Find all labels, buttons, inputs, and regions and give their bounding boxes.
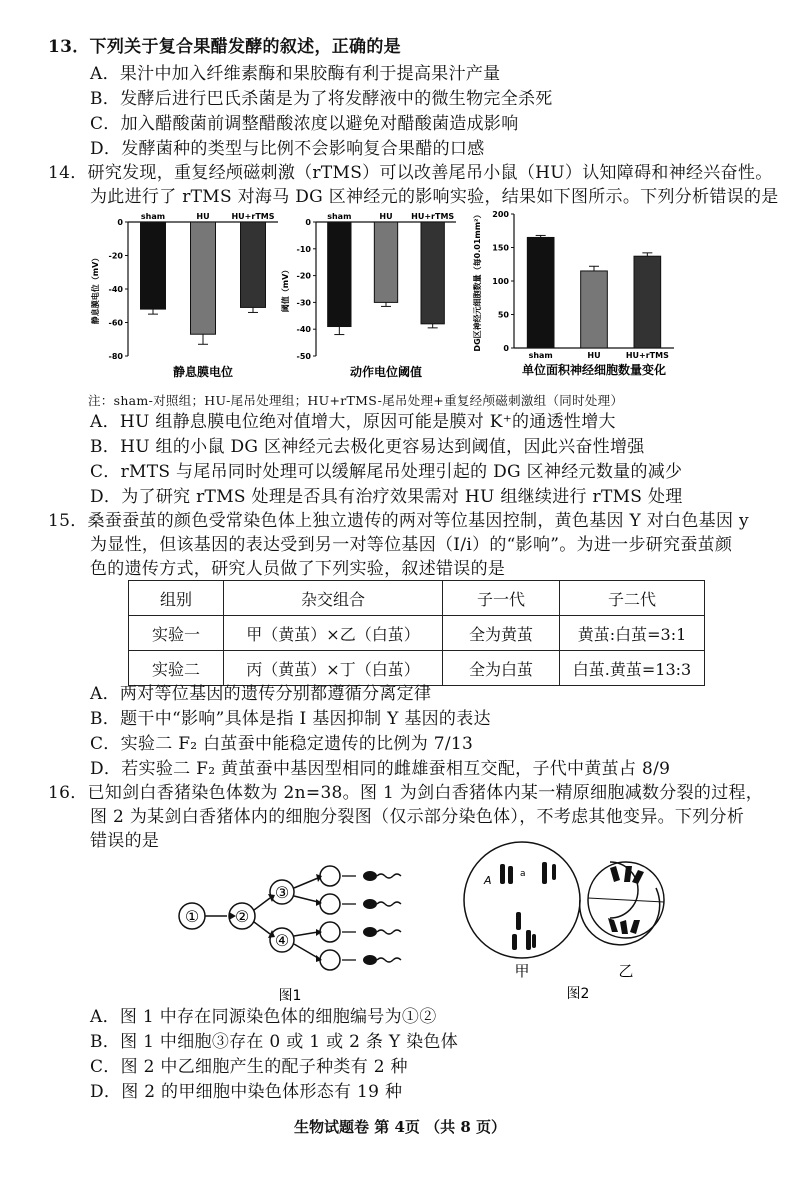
figure-1-caption: 图1: [278, 988, 302, 1004]
q15-option-c: C．实验二 F₂ 白茧蚕中能稳定遗传的比例为 7/13: [90, 734, 474, 754]
table-row: [129, 651, 705, 686]
spermatid: [320, 922, 340, 942]
cell-label: ①: [184, 907, 200, 926]
y-tick-label: -40: [108, 285, 123, 294]
arrow: [294, 932, 318, 936]
y-tick-label: -50: [296, 352, 311, 361]
q15-stem-line-3: 色的遗传方式，研究人员做了下列实验，叙述错误的是: [90, 559, 506, 579]
arrow: [294, 896, 318, 902]
y-tick-label: 0: [305, 218, 311, 227]
table-cell: 全为黄茧: [443, 616, 560, 651]
q14-option-b: B．HU 组的小鼠 DG 区神经元去极化更容易达到阈值，因此兴奋性增强: [90, 437, 645, 457]
q15-option-d: D．若实验二 F₂ 黄茧蚕中基因型相同的雌雄蚕相互交配，子代中黄茧占 8/9: [90, 759, 671, 779]
y-tick-label: 0: [503, 344, 509, 353]
table-header: 子一代: [443, 581, 560, 616]
q13-option-d: D．发酵菌种的类型与比例不会影响复合果醋的口感: [90, 139, 485, 159]
y-axis-label: 阈值（mV）: [281, 265, 290, 313]
chromosome: [632, 870, 644, 884]
table-row: [129, 616, 705, 651]
category-label: HU: [379, 212, 393, 221]
chromosome: [532, 934, 536, 948]
sperm: [363, 955, 377, 965]
y-tick-label: -80: [108, 352, 123, 361]
chromosome: [508, 866, 513, 884]
cell-label: ②: [234, 907, 250, 926]
table-header: 组别: [129, 581, 224, 616]
category-label: HU+rTMS: [231, 212, 275, 221]
bar: [191, 222, 216, 334]
arrow: [294, 944, 318, 958]
table-cell: 丙（黄茧）×丁（白茧）: [224, 651, 443, 686]
chromosome: [516, 912, 521, 930]
q14-stem-line-1: 14．研究发现，重复经颅磁刺激（rTMS）可以改善尾吊小鼠（HU）认知障碍和神经兴奋性。: [48, 163, 773, 183]
chart-title: 动作电位阈值: [349, 365, 423, 379]
bar: [581, 271, 608, 348]
table-header-row: [129, 581, 705, 616]
cell-label-jia: 甲: [514, 962, 530, 980]
table-cell: 黄茧:白茧=3:1: [560, 616, 705, 651]
y-tick-label: -20: [108, 251, 123, 261]
y-tick-label: -60: [108, 318, 123, 328]
cell-label: ③: [274, 883, 290, 902]
arrow: [254, 898, 270, 910]
y-tick-label: 50: [497, 310, 509, 320]
sperm-tail: [377, 874, 401, 878]
y-tick-label: -40: [296, 325, 311, 335]
chromosome: [610, 866, 620, 882]
bar: [421, 222, 444, 324]
q16-option-b: B．图 1 中细胞③存在 0 或 1 或 2 条 Y 染色体: [90, 1032, 459, 1052]
cell-jia: [464, 842, 580, 958]
threshold-chart: [278, 208, 478, 388]
chromosome: [512, 934, 517, 950]
category-label: HU+rTMS: [411, 212, 455, 221]
category-label: HU+rTMS: [625, 351, 669, 360]
chromosome: [624, 866, 632, 882]
y-tick-label: -30: [296, 298, 311, 308]
category-label: HU: [196, 212, 210, 221]
q13-stem: 13．下列关于复合果醋发酵的叙述，正确的是: [48, 37, 401, 57]
q16-option-a: A．图 1 中存在同源染色体的细胞编号为①②: [90, 1007, 437, 1027]
q14-note: 注：sham-对照组；HU-尾吊处理组；HU+rTMS-尾吊处理+重复经颅磁刺激组（同时处理）: [88, 393, 624, 408]
chromosome: [620, 920, 628, 934]
q14-stem-line-2: 为此进行了 rTMS 对海马 DG 区神经元的影响实验，结果如下图所示。下列分析错误的是: [90, 187, 779, 207]
y-tick-label: -20: [296, 271, 311, 281]
q14-option-a: A．HU 组静息膜电位绝对值增大，原因可能是膜对 K⁺的通透性增大: [90, 412, 616, 432]
category-label: sham: [327, 212, 352, 221]
sperm: [363, 927, 377, 937]
bar: [527, 237, 554, 348]
table-cell: 全为白茧: [443, 651, 560, 686]
spermatid: [320, 894, 340, 914]
category-label: HU: [587, 351, 601, 360]
q16-option-c: C．图 2 中乙细胞产生的配子种类有 2 种: [90, 1057, 408, 1077]
sperm-tail: [377, 930, 401, 934]
sperm: [363, 899, 377, 909]
y-tick-label: -10: [296, 244, 311, 254]
q15-option-a: A．两对等位基因的遗传分别都遵循分离定律: [90, 684, 432, 704]
y-tick-label: 0: [117, 218, 123, 227]
cell-yi: [580, 862, 660, 945]
y-tick-label: 100: [492, 277, 509, 286]
figure-1-meiosis-diagram: [170, 860, 430, 1010]
q16-stem-line-3: 错误的是: [90, 831, 160, 851]
table-cell: 白茧.黄茧=13:3: [560, 651, 705, 686]
table-header: 子二代: [560, 581, 705, 616]
chart-title: 静息膜电位: [172, 365, 234, 379]
category-label: sham: [140, 212, 166, 221]
chromosome: [500, 864, 505, 884]
table-cell: 实验一: [129, 616, 224, 651]
cell-label: ④: [274, 931, 290, 950]
gene-label-a: A: [484, 874, 492, 887]
figure-2-cell-division: [460, 840, 690, 1005]
q15-stem-line-1: 15．桑蚕蚕茧的颜色受常染色体上独立遗传的两对等位基因控制，黄色基因 Y 对白色基因 y: [48, 511, 749, 531]
chromosome: [526, 930, 531, 950]
bar: [374, 222, 397, 302]
arrow: [254, 922, 270, 934]
q16-option-d: D．图 2 的甲细胞中染色体形态有 19 种: [90, 1082, 403, 1102]
bar: [141, 222, 166, 309]
category-label: sham: [528, 351, 553, 360]
cell-label-yi: 乙: [618, 962, 634, 980]
spermatid: [320, 950, 340, 970]
sperm: [363, 871, 377, 881]
y-axis-label: 静息膜电位（mV）: [91, 253, 100, 325]
q14-option-c: C．rMTS 与尾吊同时处理可以缓解尾吊处理引起的 DG 区神经元数量的减少: [90, 462, 683, 482]
chromosome: [630, 920, 640, 934]
q13-option-b: B．发酵后进行巴氏杀菌是为了将发酵液中的微生物完全杀死: [90, 89, 553, 109]
page-footer: 生物试题卷 第 4页 （共 8 页）: [294, 1118, 506, 1136]
cross-table: [128, 580, 705, 686]
q16-stem-line-2: 图 2 为某剑白香猪体内的细胞分裂图（仅示部分染色体），不考虑其他变异。下列分析: [90, 807, 745, 827]
y-tick-label: 200: [492, 210, 509, 219]
sperm-tail: [377, 902, 401, 906]
q13-option-c: C．加入醋酸菌前调整醋酸浓度以避免对醋酸菌造成影响: [90, 114, 519, 134]
table-cell: 甲（黄茧）×乙（白茧）: [224, 616, 443, 651]
chromosome: [608, 918, 618, 932]
chart-title: 单位面积神经细胞数量变化: [521, 363, 667, 377]
table-cell: 实验二: [129, 651, 224, 686]
spermatid: [320, 866, 340, 886]
y-axis-label: DG区神经元细胞数量（每0.01mm²）: [473, 210, 482, 352]
q15-option-b: B．题干中“影响”具体是指 I 基因抑制 Y 基因的表达: [90, 709, 491, 729]
q15-stem-line-2: 为显性，但该基因的表达受到另一对等位基因（I/i）的“影响”。为进一步研究蚕茧颜: [90, 535, 733, 555]
cell-yi-furrow: [588, 898, 664, 902]
bar: [328, 222, 351, 327]
neuron-count-chart: [470, 200, 700, 390]
figure-2-caption: 图2: [566, 986, 590, 1002]
gene-label-a-lower: a: [520, 869, 526, 879]
q14-option-d: D．为了研究 rTMS 处理是否具有治疗效果需对 HU 组继续进行 rTMS 处理: [90, 487, 683, 507]
q16-stem-line-1: 16．已知剑白香猪染色体数为 2n=38。图 1 为剑白香猪体内某一精原细胞减数分裂的过程，: [48, 783, 764, 803]
bar: [241, 222, 266, 307]
resting-potential-chart: [88, 208, 308, 388]
chromosome: [542, 862, 547, 884]
table-header: 杂交组合: [224, 581, 443, 616]
bar: [634, 256, 661, 348]
arrow: [294, 878, 318, 888]
chromosome: [552, 864, 556, 880]
y-tick-label: 150: [492, 243, 509, 253]
q13-option-a: A．果汁中加入纤维素酶和果胶酶有利于提高果汁产量: [90, 64, 501, 84]
sperm-tail: [377, 958, 401, 962]
